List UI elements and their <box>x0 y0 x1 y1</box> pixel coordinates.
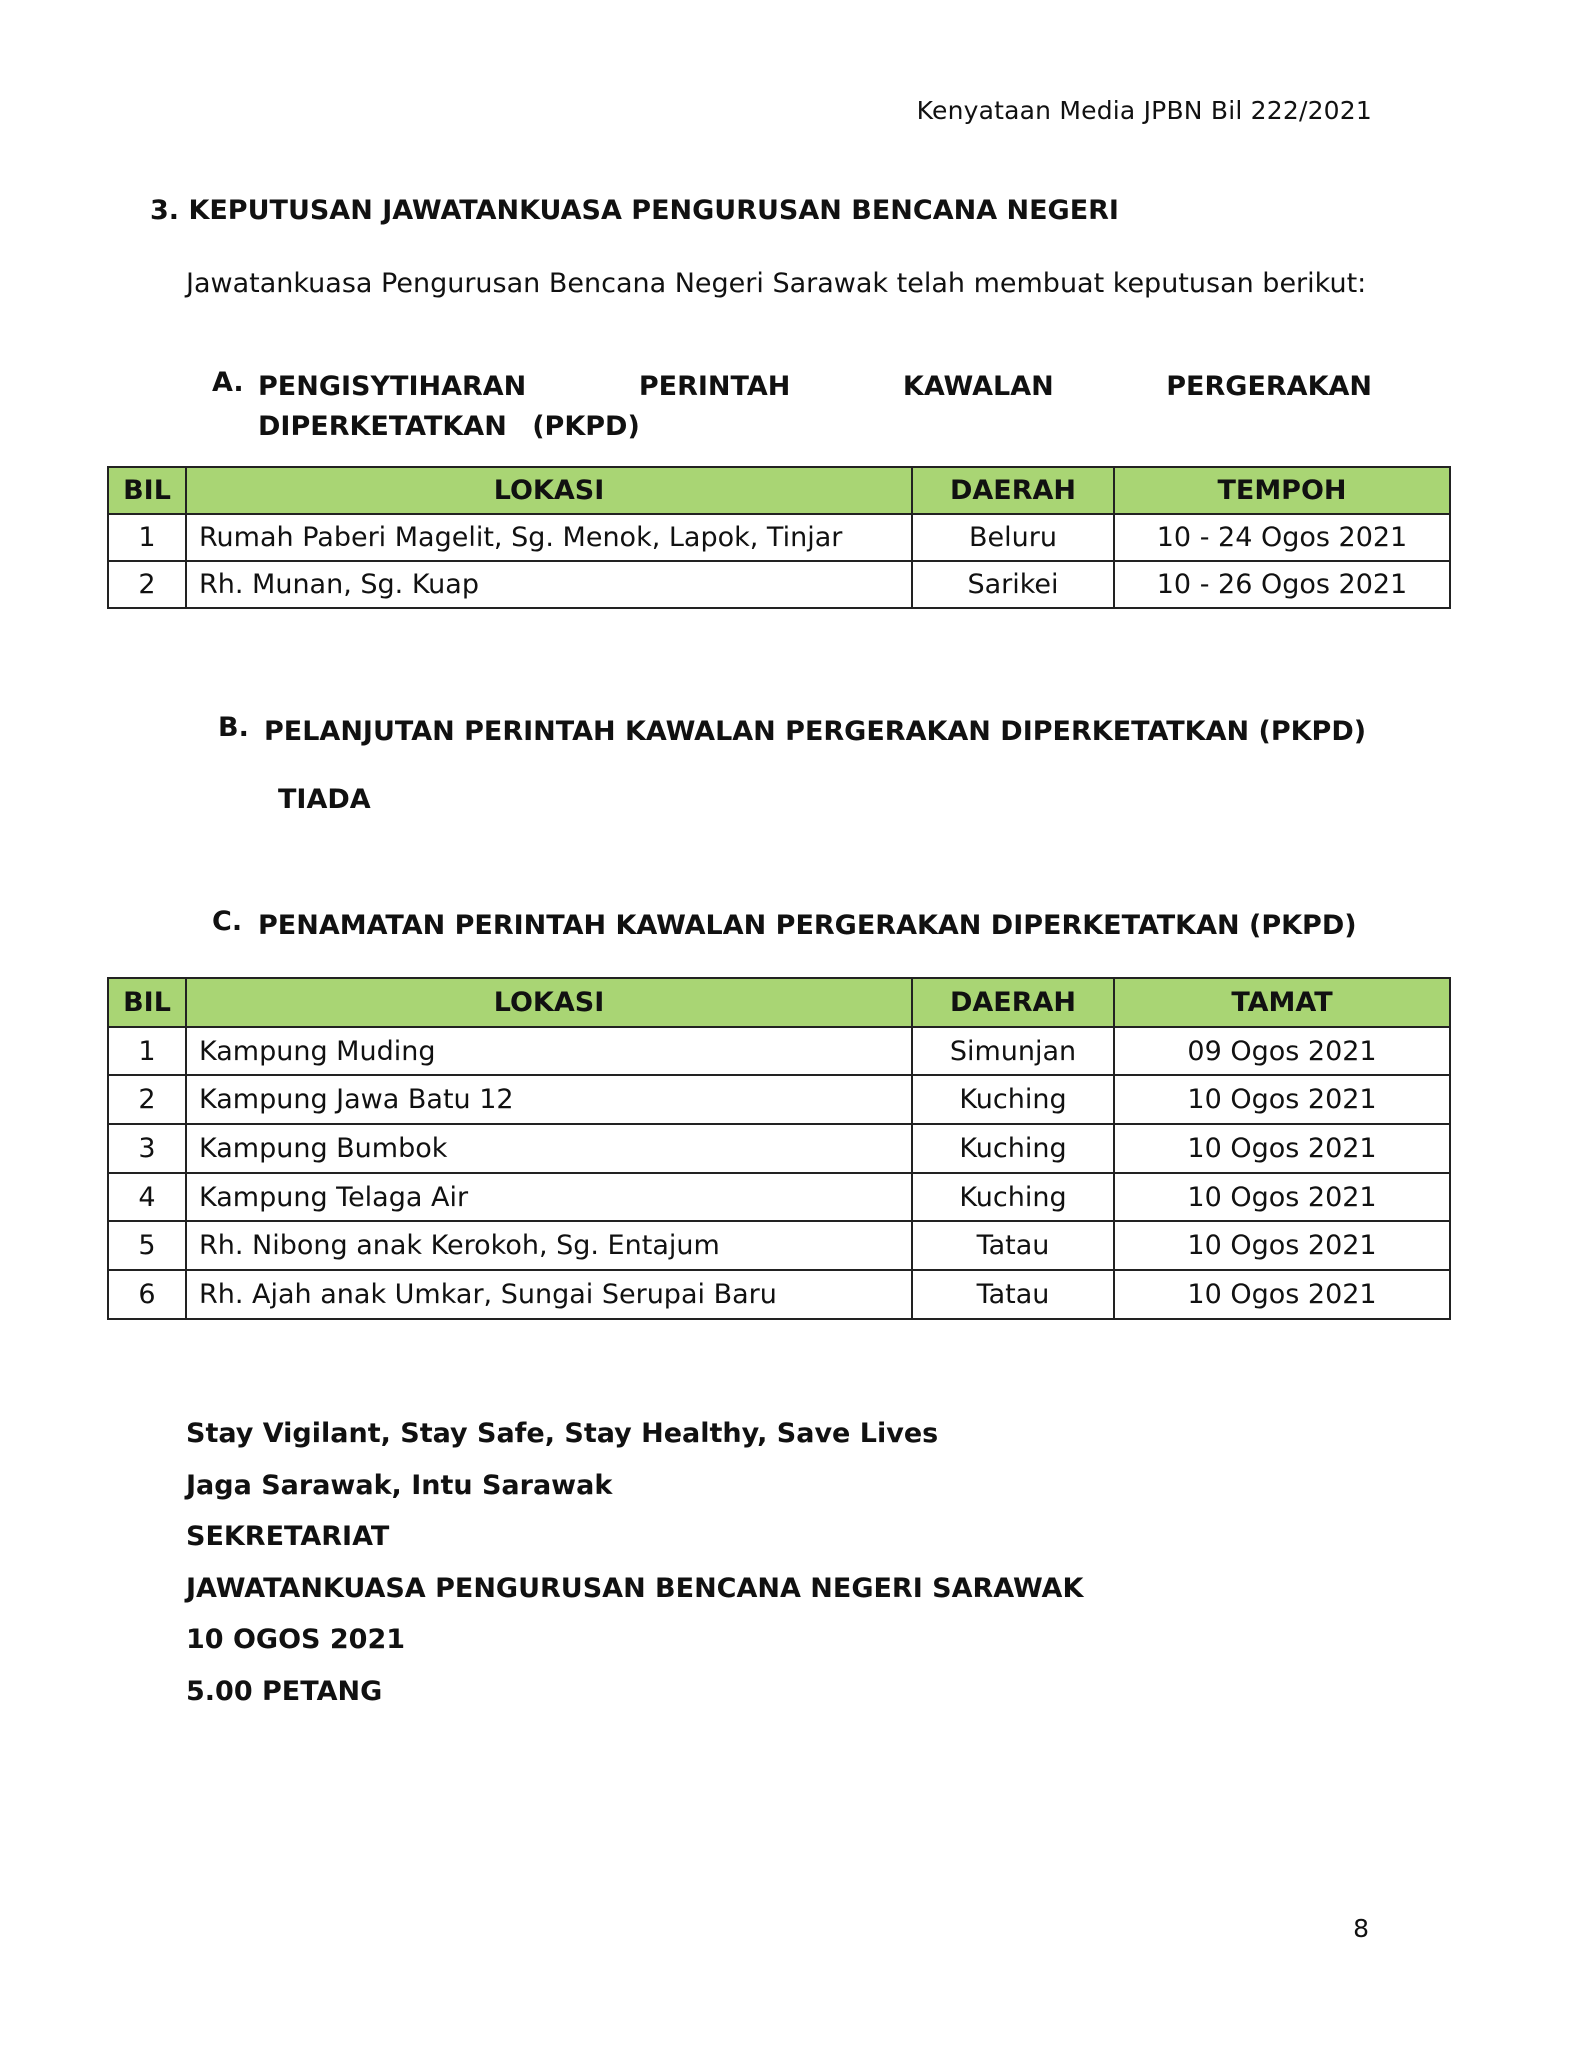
closing-slogan: Stay Vigilant, Stay Safe, Stay Healthy, Save Lives <box>186 1418 939 1449</box>
cell-daerah: Tatau <box>912 1270 1114 1319</box>
cell-lokasi: Kampung Muding <box>186 1027 912 1076</box>
column-header-daerah: DAERAH <box>912 978 1114 1027</box>
subsection-b-letter: B. <box>218 712 249 743</box>
closing-motto: Jaga Sarawak, Intu Sarawak <box>186 1469 613 1501</box>
table-header-row <box>108 467 1450 514</box>
table-row <box>108 1173 1450 1222</box>
cell-tamat: 10 Ogos 2021 <box>1114 1075 1450 1124</box>
subsection-a-letter: A. <box>212 367 244 398</box>
column-header-bil: BIL <box>108 978 186 1027</box>
cell-lokasi: Kampung Telaga Air <box>186 1173 912 1222</box>
cell-bil: 1 <box>108 1027 186 1076</box>
pkpd-declaration-table <box>107 466 1451 609</box>
cell-lokasi: Rh. Ajah anak Umkar, Sungai Serupai Baru <box>186 1270 912 1319</box>
cell-daerah: Tatau <box>912 1221 1114 1270</box>
cell-bil: 1 <box>108 514 186 561</box>
cell-bil: 6 <box>108 1270 186 1319</box>
table-row <box>108 561 1450 608</box>
subsection-a-heading <box>212 367 1372 447</box>
cell-tempoh: 10 - 24 Ogos 2021 <box>1114 514 1450 561</box>
table-row <box>108 514 1450 561</box>
closing-committee: JAWATANKUASA PENGURUSAN BENCANA NEGERI SARAWAK <box>186 1572 1084 1604</box>
cell-bil: 5 <box>108 1221 186 1270</box>
column-header-tamat: TAMAT <box>1114 978 1450 1027</box>
column-header-bil: BIL <box>108 467 186 514</box>
subsection-c-letter: C. <box>212 906 243 937</box>
cell-bil: 2 <box>108 561 186 608</box>
subsection-b-status: TIADA <box>278 784 371 815</box>
table-header-row <box>108 978 1450 1027</box>
cell-daerah: Sarikei <box>912 561 1114 608</box>
column-header-lokasi: LOKASI <box>186 467 912 514</box>
table-row <box>108 1027 1450 1076</box>
cell-daerah: Beluru <box>912 514 1114 561</box>
intro-paragraph: Jawatankuasa Pengurusan Bencana Negeri Sarawak telah membuat keputusan berikut: <box>186 268 1367 299</box>
column-header-daerah: DAERAH <box>912 467 1114 514</box>
cell-tamat: 10 Ogos 2021 <box>1114 1221 1450 1270</box>
cell-bil: 2 <box>108 1075 186 1124</box>
document-reference: Kenyataan Media JPBN Bil 222/2021 <box>916 96 1372 125</box>
cell-lokasi: Rumah Paberi Magelit, Sg. Menok, Lapok, Tinjar <box>186 514 912 561</box>
pkpd-termination-table <box>107 977 1451 1320</box>
page-number: 8 <box>1353 1914 1369 1943</box>
cell-lokasi: Kampung Bumbok <box>186 1124 912 1173</box>
table-row <box>108 1221 1450 1270</box>
subsection-b-title: PELANJUTAN PERINTAH KAWALAN PERGERAKAN DIPERKETATKAN (PKPD) <box>264 716 1367 747</box>
table-row <box>108 1270 1450 1319</box>
cell-lokasi: Rh. Nibong anak Kerokoh, Sg. Entajum <box>186 1221 912 1270</box>
column-header-tempoh: TEMPOH <box>1114 467 1450 514</box>
cell-lokasi: Rh. Munan, Sg. Kuap <box>186 561 912 608</box>
cell-daerah: Kuching <box>912 1173 1114 1222</box>
section-heading: 3. KEPUTUSAN JAWATANKUASA PENGURUSAN BENCANA NEGERI <box>150 195 1119 226</box>
cell-daerah: Kuching <box>912 1075 1114 1124</box>
cell-tamat: 10 Ogos 2021 <box>1114 1124 1450 1173</box>
cell-lokasi: Kampung Jawa Batu 12 <box>186 1075 912 1124</box>
subsection-a-title: PENGISYTIHARAN PERINTAH KAWALAN PERGERAKAN DIPERKETATKAN (PKPD) <box>258 371 1372 442</box>
closing-secretariat: SEKRETARIAT <box>186 1521 390 1552</box>
subsection-c-title: PENAMATAN PERINTAH KAWALAN PERGERAKAN DIPERKETATKAN (PKPD) <box>258 910 1357 941</box>
cell-daerah: Kuching <box>912 1124 1114 1173</box>
closing-block <box>186 1418 1083 1727</box>
table-row <box>108 1124 1450 1173</box>
cell-bil: 3 <box>108 1124 186 1173</box>
subsection-b-heading <box>218 712 1366 752</box>
cell-bil: 4 <box>108 1173 186 1222</box>
cell-tamat: 10 Ogos 2021 <box>1114 1270 1450 1319</box>
column-header-lokasi: LOKASI <box>186 978 912 1027</box>
cell-tempoh: 10 - 26 Ogos 2021 <box>1114 561 1450 608</box>
subsection-c-heading <box>212 906 1357 946</box>
cell-daerah: Simunjan <box>912 1027 1114 1076</box>
table-row <box>108 1075 1450 1124</box>
closing-time: 5.00 PETANG <box>186 1675 383 1707</box>
cell-tamat: 10 Ogos 2021 <box>1114 1173 1450 1222</box>
cell-tamat: 09 Ogos 2021 <box>1114 1027 1450 1076</box>
closing-date: 10 OGOS 2021 <box>186 1624 406 1655</box>
